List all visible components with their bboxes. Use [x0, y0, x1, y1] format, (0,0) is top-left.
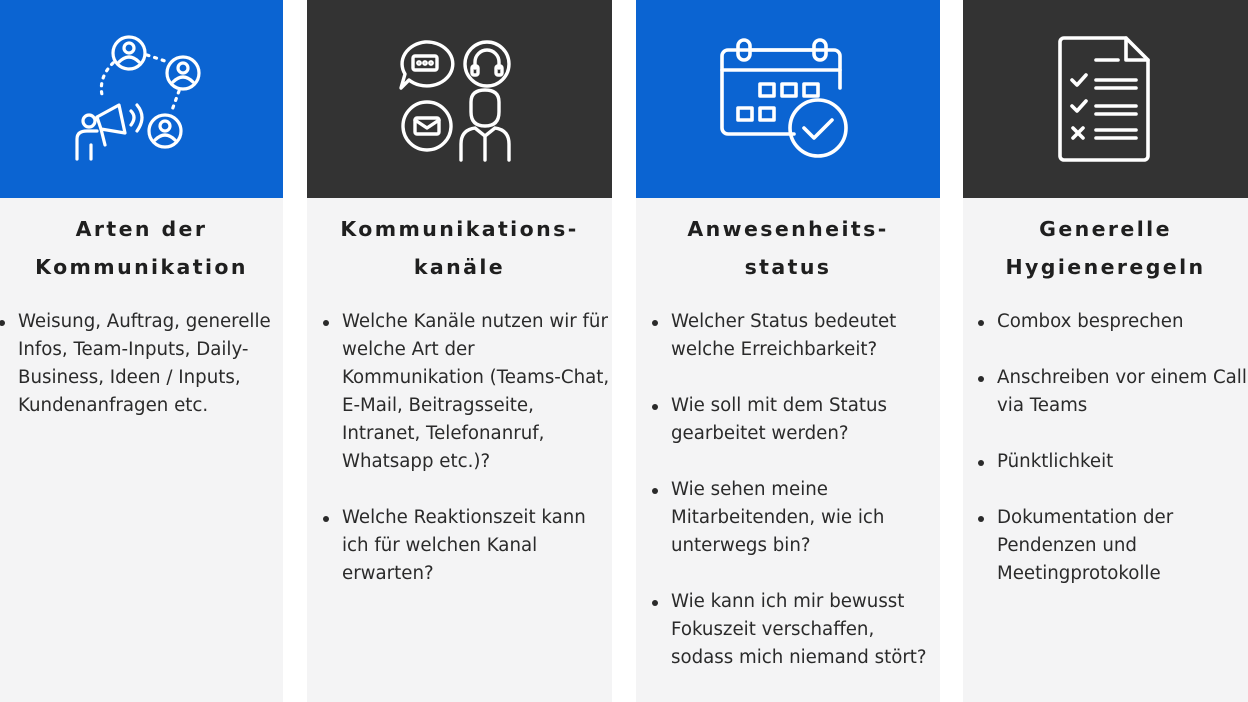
card-title — [963, 210, 1248, 286]
card-header — [307, 0, 612, 198]
card-title-line-2: Hygieneregeln — [1005, 255, 1206, 279]
list-item: Anschreiben vor einem Call via Teams — [997, 364, 1247, 420]
list-item: Dokumentation der Pendenzen und Meetingprotokolle — [997, 504, 1247, 588]
card-kommunikationskanaele — [307, 0, 612, 702]
list-item: Wie soll mit dem Status gearbeitet werden? — [671, 392, 936, 448]
communication-people-megaphone-icon — [67, 29, 217, 169]
list-item: Combox besprechen — [997, 308, 1247, 336]
bullet-list — [997, 308, 1247, 616]
card-title-line-1: Kommunikations- — [340, 217, 579, 241]
list-item: Welcher Status bedeutet welche Erreichbarkeit? — [671, 308, 936, 364]
bullet-list — [342, 308, 610, 616]
calendar-check-icon — [718, 34, 858, 164]
card-title — [636, 210, 940, 286]
card-anwesenheitsstatus — [636, 0, 940, 702]
card-title — [0, 210, 283, 286]
card-title-line-2: kanäle — [413, 255, 506, 279]
card-header — [636, 0, 940, 198]
card-hygieneregeln — [963, 0, 1248, 702]
card-title-line-2: status — [744, 255, 832, 279]
card-title-line-1: Generelle — [1039, 217, 1172, 241]
card-header — [0, 0, 283, 198]
list-item: Pünktlichkeit — [997, 448, 1247, 476]
card-title-line-1: Arten der — [75, 217, 208, 241]
list-item: Welche Kanäle nutzen wir für welche Art der Kommunikation (Teams-Chat, E-Mail, Beitragsseite, Intranet, Telefonanruf, Whatsapp etc.)? — [342, 308, 610, 476]
list-item: Weisung, Auftrag, generelle Infos, Team-Inputs, Daily-Business, Ideen / Inputs, Kundenanfragen etc. — [18, 308, 283, 420]
chat-bubbles-person-icon — [395, 34, 525, 164]
card-title-line-1: Anwesenheits- — [687, 217, 889, 241]
card-title — [307, 210, 612, 286]
bullet-list — [18, 308, 283, 448]
bullet-list — [671, 308, 936, 700]
list-item: Wie sehen meine Mitarbeitenden, wie ich unterwegs bin? — [671, 476, 936, 560]
card-header — [963, 0, 1248, 198]
checklist-document-icon — [1056, 34, 1156, 164]
card-kommunikationsarten — [0, 0, 283, 702]
list-item: Welche Reaktionszeit kann ich für welchen Kanal erwarten? — [342, 504, 610, 588]
list-item: Wie kann ich mir bewusst Fokuszeit verschaffen, sodass mich niemand stört? — [671, 588, 936, 672]
card-title-line-2: Kommunikation — [35, 255, 248, 279]
